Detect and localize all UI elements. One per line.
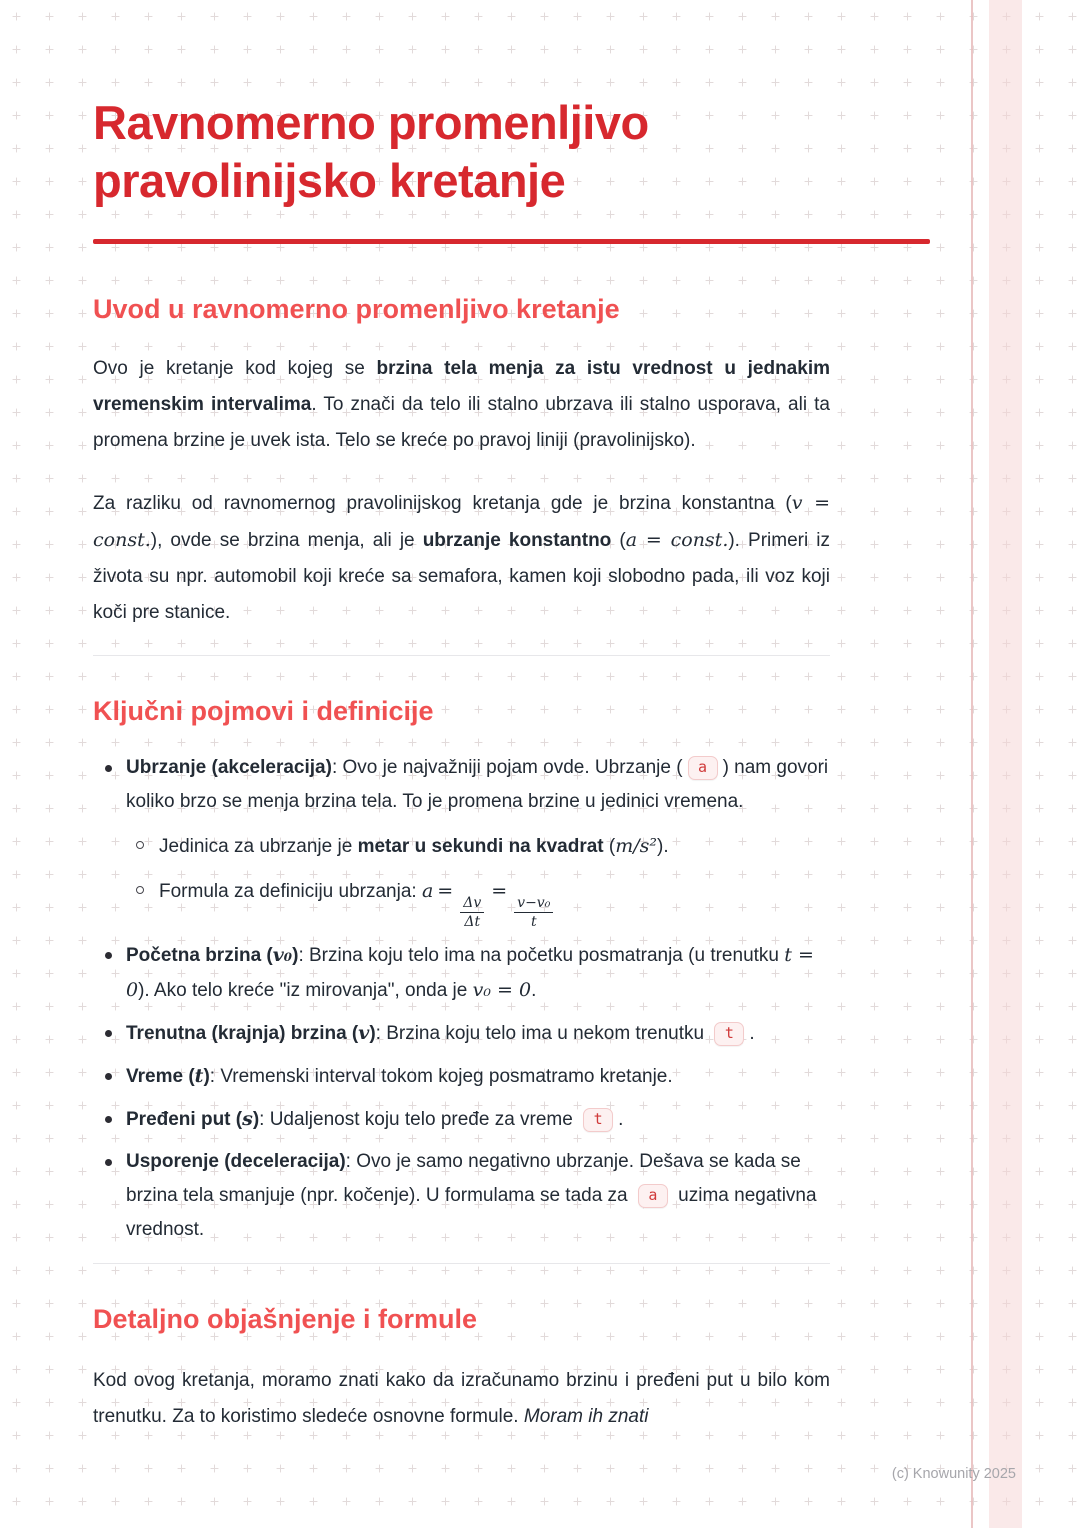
section-intro-heading: Uvod u ravnomerno promenljivo kretanje (93, 293, 620, 324)
inline-code-chip: t (583, 1108, 613, 1132)
math-run: m/s² (615, 834, 658, 857)
fraction (460, 895, 484, 930)
text-run: ( (603, 835, 616, 857)
math-run: a = const. (625, 528, 729, 551)
text-run: : Vremenski interval tokom kojeg posmatramo kretanje. (209, 1065, 673, 1087)
math-var: v (358, 1021, 370, 1044)
bold-run: Trenutna (krajnja) brzina ( (126, 1022, 359, 1044)
text-run: Jedinica za ubrzanje je (159, 835, 358, 857)
text-run: ). (657, 835, 669, 857)
equals-sign: = (491, 879, 508, 902)
fraction (514, 895, 553, 930)
text-run: ( (611, 529, 626, 551)
fraction-numerator: v−v₀ (514, 895, 553, 913)
text-run: Ovo je kretanje kod kojeg se (93, 357, 377, 379)
text-run: ) nam govori koliko brzo se menja brzina tela. To je promena brzine u jedinici vremena. (126, 756, 829, 812)
bold-run: Usporenje (deceleracija) (126, 1150, 346, 1172)
bold-run: ) (292, 944, 299, 966)
section-divider (93, 655, 830, 656)
list-item-jedinica (126, 829, 830, 864)
section-intro (93, 294, 830, 631)
text-run: : Brzina koju telo ima u nekom trenutku (375, 1022, 710, 1044)
list-item-ubrzanje (93, 751, 830, 930)
inline-code-chip: a (688, 756, 718, 780)
title-accent-rule (93, 239, 930, 244)
bold-run: Ubrzanje (akceleracija) (126, 756, 332, 778)
math-var: t (194, 1064, 204, 1087)
section-details (93, 1304, 830, 1435)
bold-run: Početna brzina ( (126, 944, 273, 966)
bold-run: ) (369, 1022, 376, 1044)
details-paragraph-1 (93, 1363, 830, 1435)
equals-sign: = (437, 879, 454, 902)
bold-run: ) (252, 1108, 260, 1130)
math-var: v₀ (272, 943, 293, 966)
text-run: : Ovo je najvažniji pojam ovde. Ubrzanje ( (331, 756, 683, 778)
italic-run: Moram ih znati (523, 1405, 649, 1427)
term-label (126, 1066, 210, 1087)
term-label (126, 1109, 259, 1130)
margin-accent-band (989, 0, 1022, 1528)
page-title: Ravnomerno promenljivo pravolinijsko kretanje (93, 96, 649, 208)
footer-credit: (c) Knowunity 2025 (891, 1466, 1016, 1482)
term-label (126, 945, 298, 966)
concepts-list (93, 751, 830, 1247)
math-run: v = const. (93, 491, 830, 551)
document-page (93, 0, 830, 1435)
text-run: : Brzina koju telo ima na početku posmatranja (u trenutku (298, 944, 785, 966)
ubrzanje-sublist (126, 829, 830, 930)
bold-run: Vreme ( (126, 1065, 195, 1087)
text-run: Formula za definiciju ubrzanja: (159, 880, 422, 902)
text-run: Kod ovog kretanja, moramo znati kako da izračunamo brzinu i pređeni put u bilo kom trenutku. Za to koristimo sledeće osnovne formule. (93, 1369, 830, 1427)
math-run: t = 0 (126, 943, 814, 1001)
bold-run: ubrzanje konstantno (422, 529, 612, 551)
fraction-denominator: Δt (464, 913, 481, 930)
intro-paragraph-2 (93, 485, 830, 631)
section-concepts (93, 696, 830, 1247)
section-concepts-heading: Ključni pojmovi i definicije (93, 695, 434, 726)
text-run: Za razliku od ravnomernog pravolinijskog kretanja gde je brzina konstantna ( (93, 492, 792, 514)
text-run: uzima negativna vrednost. (126, 1184, 817, 1240)
math-var: s (242, 1107, 253, 1130)
section-divider (93, 1263, 830, 1264)
text-run: . (749, 1022, 755, 1044)
text-run: ). Primeri iz života su npr. automobil koji kreće sa semafora, kamen koji slobodno pada, ili voz koji koči pre stanice. (93, 529, 830, 623)
math-var: a (421, 879, 434, 902)
text-run: . (531, 979, 537, 1001)
margin-accent-line (971, 0, 973, 1528)
bold-run: Pređeni put ( (126, 1108, 243, 1130)
text-run: ), ovde se brzina menja, ali je (150, 529, 423, 551)
bold-run: ) (203, 1065, 210, 1087)
bold-run: metar u sekundi na kvadrat (357, 835, 604, 857)
text-run: . To znači da telo ili stalno ubrzava ili stalno usporava, ali ta promena brzine je uvek ista. Telo se kreće po pravoj liniji (pravolinijsko). (93, 393, 830, 451)
section-details-heading: Detaljno objašnjenje i formule (93, 1303, 478, 1334)
list-item-usporenje (93, 1145, 830, 1247)
list-item-predjeni-put (93, 1102, 830, 1137)
text-run: : Udaljenost koju telo pređe za vreme (259, 1108, 579, 1130)
text-run: ). Ako telo kreće "iz mirovanja", onda je (138, 979, 473, 1001)
list-item-formula (126, 874, 830, 930)
inline-code-chip: a (638, 1184, 668, 1208)
fraction-numerator: Δv (460, 895, 484, 913)
inline-code-chip: t (714, 1022, 744, 1046)
list-item-trenutna-brzina (93, 1016, 830, 1051)
intro-paragraph-1 (93, 351, 830, 459)
bold-run: brzina tela menja za istu vrednost u jednakim vremenskim intervalima (93, 357, 830, 415)
list-item-vreme (93, 1059, 830, 1094)
math-run: v₀ = 0 (472, 978, 532, 1001)
term-label (126, 1151, 346, 1172)
text-run: . (618, 1108, 624, 1130)
fraction-denominator: t (530, 913, 537, 930)
text-run: : Ovo je samo negativno ubrzanje. Dešava se kada se brzina tela smanjuje (npr. kočenje). U formulama se tada za (126, 1150, 801, 1206)
term-label (126, 757, 332, 778)
term-label (126, 1023, 376, 1044)
list-item-pocetna-brzina (93, 938, 830, 1008)
